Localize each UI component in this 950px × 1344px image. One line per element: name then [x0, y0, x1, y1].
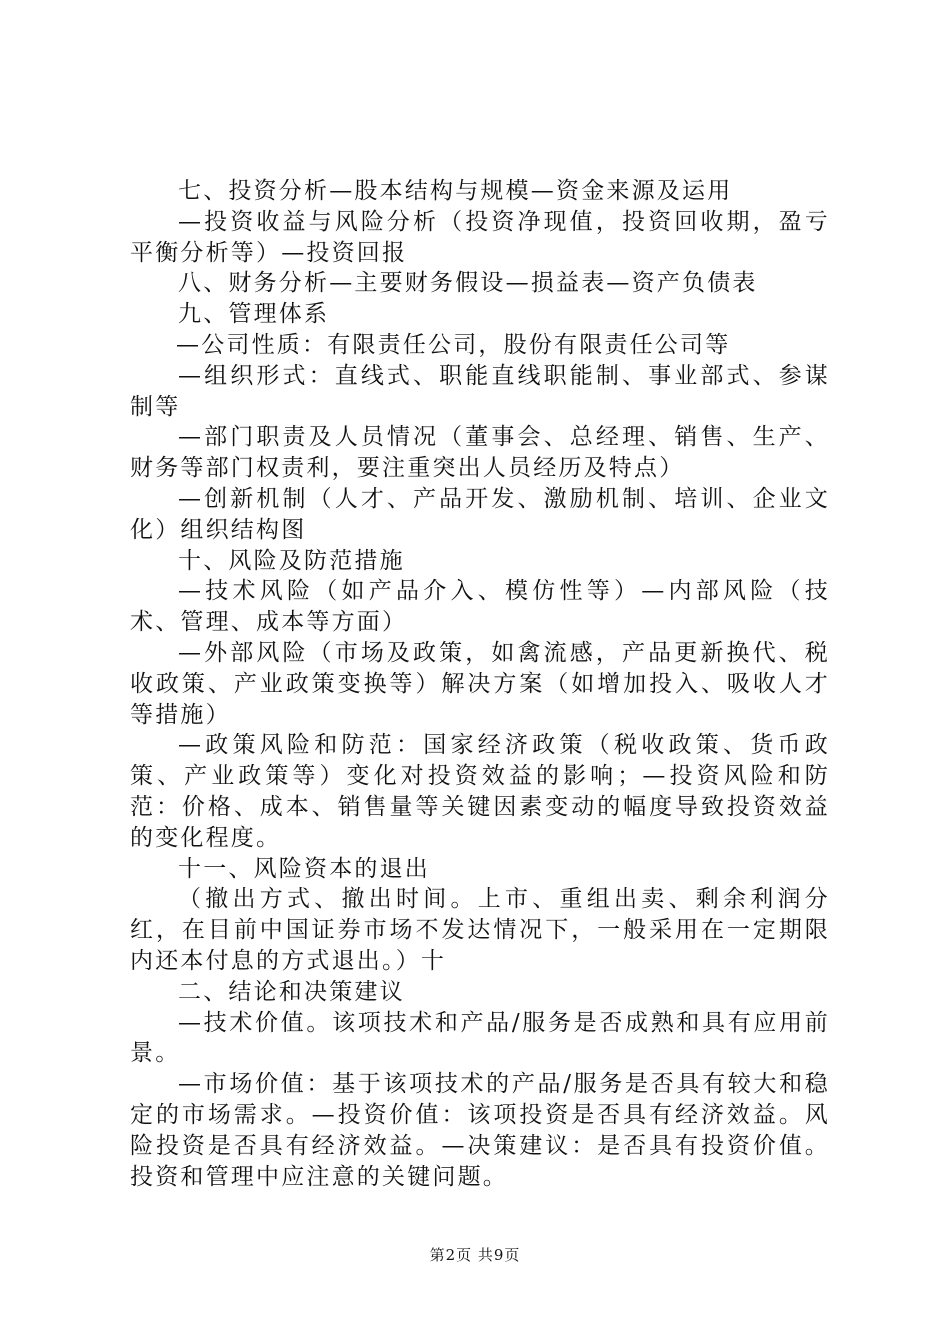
paragraph-organization-form: —组织形式：直线式、职能直线职能制、事业部式、参谋制等 [130, 362, 830, 420]
paragraph-market-value: —市场价值：基于该项技术的产品/服务是否具有较大和稳定的市场需求。—投资价值：该项投资是否具有经济效益。风险投资是否具有经济效益。—决策建议：是否具有投资价值。投资和管理中应注意的关键问题。 [130, 1071, 830, 1190]
paragraph-policy-risk: —政策风险和防范：国家经济政策（税收政策、货币政策、产业政策等）变化对投资效益的影响；—投资风险和防范：价格、成本、销售量等关键因素变动的幅度导致投资效益的变化程度。 [130, 732, 830, 851]
document-body [130, 176, 830, 1192]
paragraph-exit-methods: （撤出方式、撤出时间。上市、重组出卖、剩余利润分红，在目前中国证券市场不发达情况下，一般采用在一定期限内还本付息的方式退出。）十 [130, 886, 830, 974]
paragraph-conclusion: 二、结论和决策建议 [178, 978, 405, 1005]
paragraph-external-risk: —外部风险（市场及政策，如禽流感，产品更新换代、税收政策、产业政策变换等）解决方案（如增加投入、吸收人才等措施） [130, 639, 830, 728]
paragraph-management-system: 九、管理体系 [178, 301, 330, 328]
page-number-footer: 第2页 共9页 [429, 1246, 521, 1264]
paragraph-company-nature: —公司性质：有限责任公司，股份有限责任公司等 [176, 331, 731, 358]
paragraph-technical-risk: —技术风险（如产品介入、模仿性等）—内部风险（技术、管理、成本等方面） [130, 578, 830, 636]
paragraph-investment-analysis: 七、投资分析—股本结构与规模—资金来源及运用 [178, 178, 733, 204]
paragraph-department-duties: —部门职责及人员情况（董事会、总经理、销售、生产、财务等部门权责利，要注重突出人员经历及特点） [130, 424, 830, 482]
paragraph-investment-return: —投资收益与风险分析（投资净现值，投资回收期，盈亏平衡分析等）—投资回报 [130, 208, 830, 266]
paragraph-capital-exit: 十一、风险资本的退出 [178, 855, 430, 882]
paragraph-risk-measures: 十、风险及防范措施 [178, 547, 405, 574]
paragraph-financial-analysis: 八、财务分析—主要财务假设—损益表—资产负债表 [178, 270, 758, 297]
paragraph-technical-value: —技术价值。该项技术和产品/服务是否成熟和具有应用前景。 [130, 1009, 830, 1067]
paragraph-innovation-mechanism: —创新机制（人才、产品开发、激励机制、培训、企业文化）组织结构图 [130, 485, 830, 543]
